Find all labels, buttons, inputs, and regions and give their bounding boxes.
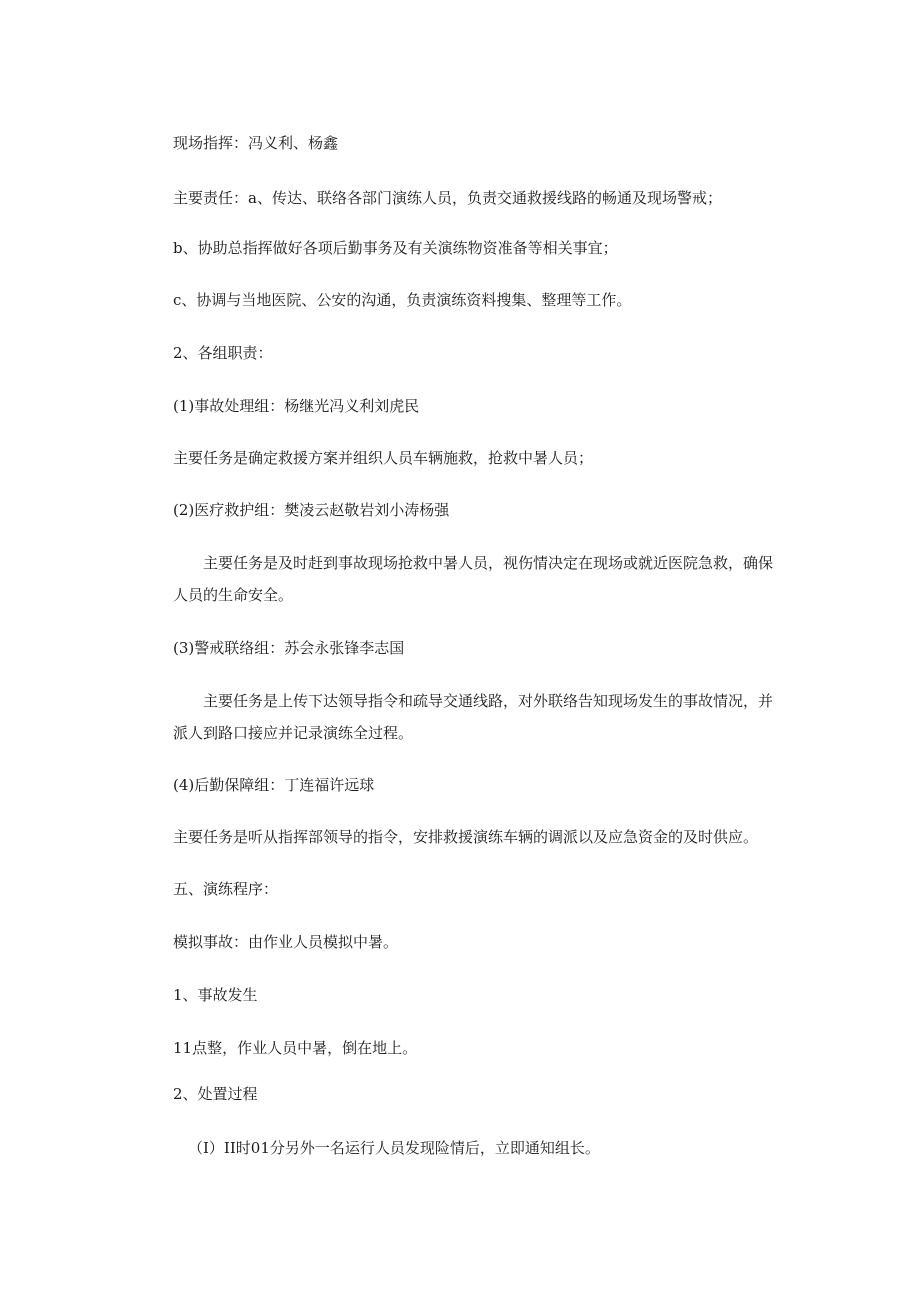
paragraph-security-task: 主要任务是上传下达领导指令和疏导交通线路，对外联络告知现场发生的事故情况，并派人到路口接应并记录演练全过程。 (173, 692, 774, 742)
heading-drill-procedure: 五、演练程序： (173, 880, 279, 898)
paragraph-medical-group: (2)医疗救护组：樊凌云赵敬岩刘小涛杨强 (173, 501, 450, 519)
paragraph-site-commander: 现场指挥：冯义利、杨鑫 (173, 134, 339, 152)
paragraph-accident-handling-group: (1)事故处理组：杨继光冯义利刘虎民 (173, 397, 420, 415)
paragraph-main-duty-c: c、协调与当地医院、公安的沟通，负责演练资料搜集、整理等工作。 (173, 291, 632, 309)
paragraph-logistics-group: (4)后勤保障组：丁连福许远球 (173, 776, 375, 794)
paragraph-main-duty-a: 主要责任：a、传达、联络各部门演练人员，负责交通救援线路的畅通及现场警戒； (173, 189, 722, 207)
heading-handling-process: 2、处置过程 (173, 1085, 258, 1103)
heading-accident-occurs: 1、事故发生 (173, 986, 258, 1004)
paragraph-accident-handling-task: 主要任务是确定救援方案并组织人员车辆施救，抢救中暑人员； (173, 449, 594, 467)
paragraph-accident-time: 11点整，作业人员中暑，倒在地上。 (173, 1039, 418, 1057)
paragraph-logistics-task: 主要任务是听从指挥部领导的指令，安排救援演练车辆的调派以及应急资金的及时供应。 (173, 828, 759, 846)
paragraph-handling-step-1: （I）II时01分另外一名运行人员发现险情后，立即通知组长。 (188, 1139, 600, 1157)
heading-group-duties: 2、各组职责： (173, 344, 273, 362)
paragraph-medical-task: 主要任务是及时赶到事故现场抢救中暑人员，视伤情决定在现场或就近医院急救，确保人员的生命安全。 (173, 554, 774, 604)
paragraph-security-group: (3)警戒联络组：苏会永张锋李志国 (173, 639, 405, 657)
paragraph-main-duty-b: b、协助总指挥做好各项后勤事务及有关演练物资准备等相关事宜； (173, 239, 618, 257)
paragraph-simulated-accident: 模拟事故：由作业人员模拟中暑。 (173, 933, 399, 951)
